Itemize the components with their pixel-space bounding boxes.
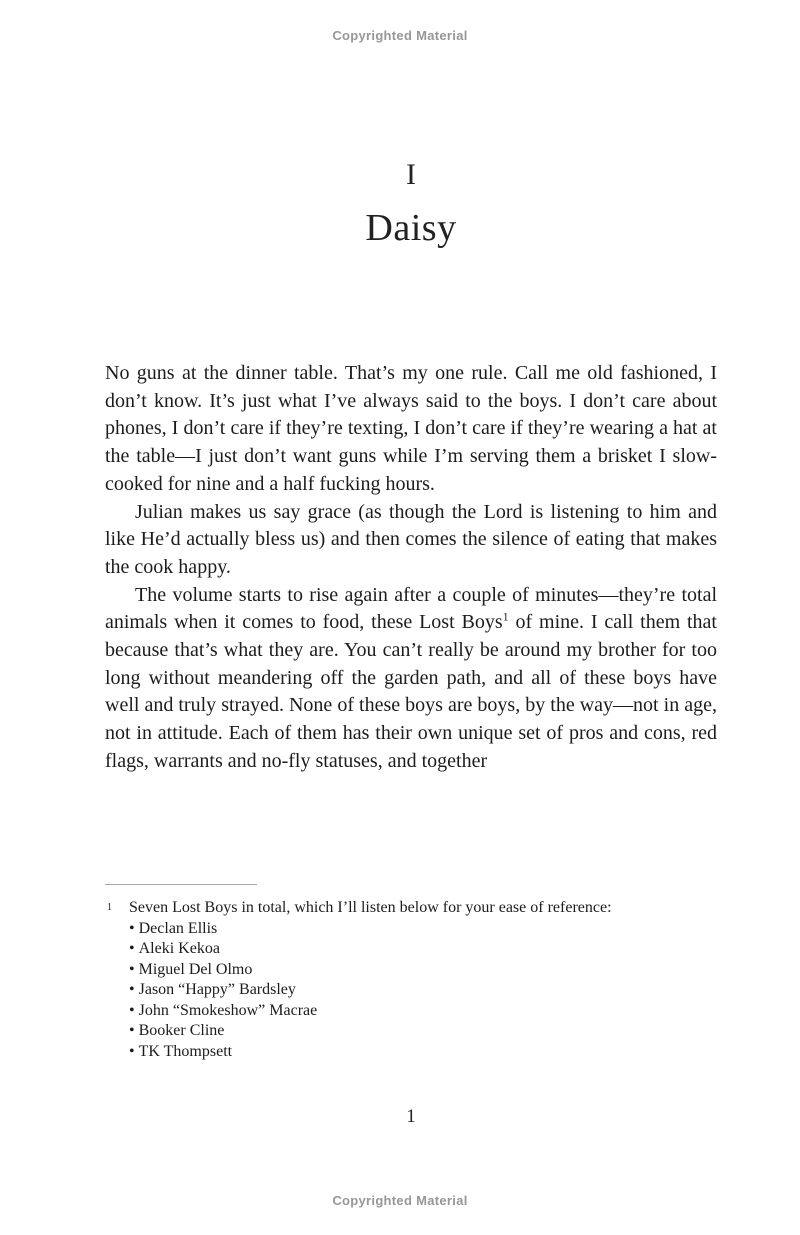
paragraph-2: Julian makes us say grace (as though the Lord is listening to him and like He’d actually bless us) and then comes the silence of eating that makes the cook happy. [105, 500, 717, 578]
list-item: • TK Thompsett [129, 1042, 717, 1063]
list-item: • Booker Cline [129, 1021, 717, 1042]
paragraph-1: No guns at the dinner table. That’s my one rule. Call me old fashioned, I don’t know. It’s just what I’ve always said to the boys. I don’t care about phones, I don’t care if they’re texting, I don’t care if they’re wearing a hat at the table—I just don’t want guns while I’m serving them a brisket I slow-cooked for nine and a half fucking hours. [105, 362, 717, 495]
paragraph-3-text-after: of mine. I call them that because that’s what they are. You can’t really be around my brother for too long without meandering off the garden path, and all of these boys have well and truly strayed. None of these boys are boys, by the way—not in age, not in attitude. Each of them has their own unique set of pros and cons, red flags, warrants and no-fly statuses, and together [105, 611, 717, 772]
chapter-number: I [406, 158, 416, 191]
copyright-notice-top: Copyrighted Material [332, 28, 468, 43]
paragraph-3-text: The volume starts to rise again after a couple of minutes—they’re total animals when it comes to food, these Lost Boys [105, 583, 717, 634]
footnote-text: Seven Lost Boys in total, which I’ll listen below for your ease of reference: [129, 899, 612, 916]
footnote-divider [105, 884, 257, 885]
footnote-entry [105, 898, 717, 919]
chapter-title: Daisy [365, 207, 457, 249]
footnote-reference: 1 [502, 609, 509, 624]
list-item: • Declan Ellis [129, 919, 717, 940]
footnote-marker: 1 [107, 902, 112, 913]
page-number: 1 [406, 1106, 416, 1127]
list-item: • Aleki Kekoa [129, 939, 717, 960]
list-item: • Jason “Happy” Bardsley [129, 980, 717, 1001]
paragraph-3 [105, 582, 717, 776]
list-item: • John “Smokeshow” Macrae [129, 1001, 717, 1022]
footnote-section [105, 884, 717, 1062]
body-text [105, 360, 717, 776]
copyright-notice-bottom: Copyrighted Material [332, 1193, 468, 1208]
footnote-list [105, 919, 717, 1063]
list-item: • Miguel Del Olmo [129, 960, 717, 981]
